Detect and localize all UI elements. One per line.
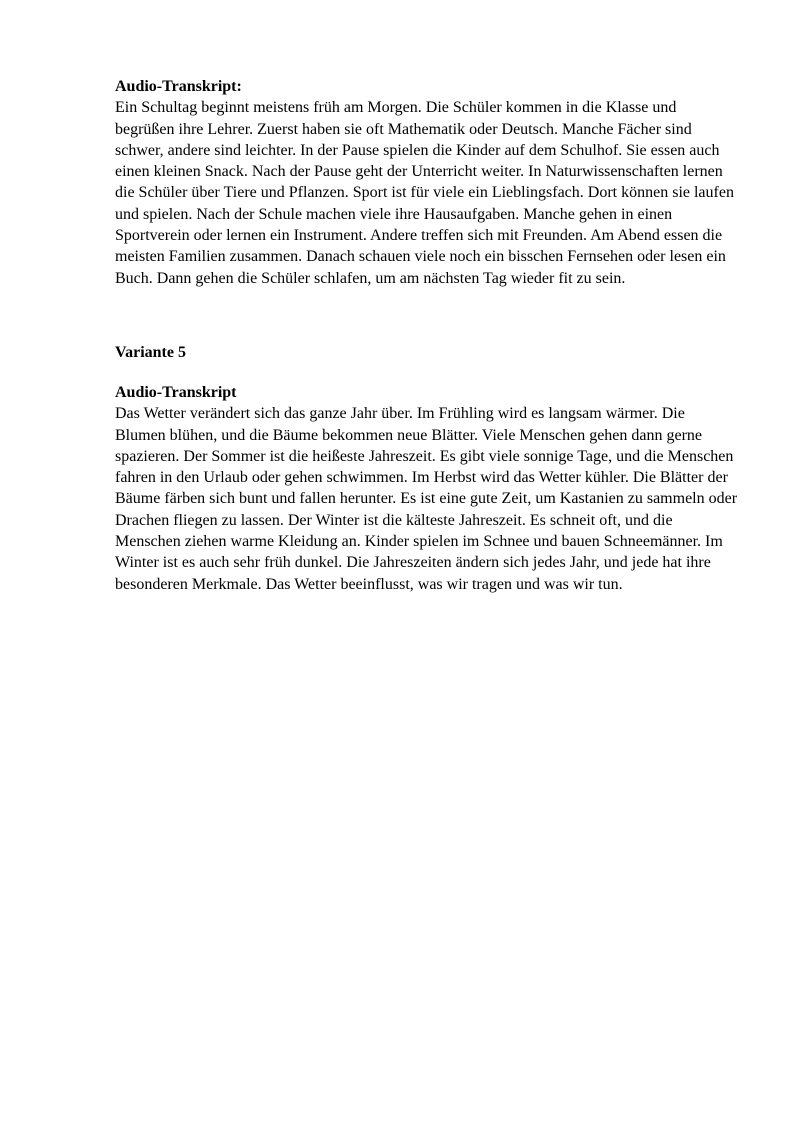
section-1-line: Buch. Dann gehen die Schüler schlafen, um am nächsten Tag wieder fit zu sein. — [115, 269, 626, 287]
section-1-line: Ein Schultag beginnt meistens früh am Morgen. Die Schüler kommen in die Klasse und — [115, 99, 677, 117]
transcript-section-2 — [115, 382, 755, 595]
section-1-heading: Audio-Transkript: — [115, 78, 242, 95]
section-2-line: Drachen fliegen zu lassen. Der Winter ist die kälteste Jahreszeit. Es schneit oft, und die — [115, 511, 673, 529]
section-2-line: besonderen Merkmale. Das Wetter beeinflusst, was wir tragen und was wir tun. — [115, 575, 623, 593]
section-1-line: einen kleinen Snack. Nach der Pause geht der Unterricht weiter. In Naturwissenschaften lernen — [115, 163, 723, 181]
section-1-line: und spielen. Nach der Schule machen viele ihre Hausaufgaben. Manche gehen in einen — [115, 205, 673, 223]
section-2-line: Das Wetter verändert sich das ganze Jahr über. Im Frühling wird es langsam wärmer. Die — [115, 405, 685, 423]
section-2-line: Winter ist es auch sehr früh dunkel. Die Jahreszeiten ändern sich jedes Jahr, und jede hat ihre — [115, 554, 711, 572]
section-1-line: die Schüler über Tiere und Pflanzen. Sport ist für viele ein Lieblingsfach. Dort können sie laufen — [115, 184, 734, 202]
section-2-heading: Audio-Transkript — [115, 384, 237, 401]
section-1-line: Sportverein oder lernen ein Instrument. Andere treffen sich mit Freunden. Am Abend essen die — [115, 227, 723, 245]
section-2-line: Bäume färben sich bunt und fallen herunter. Es ist eine gute Zeit, um Kastanien zu sammeln oder — [115, 490, 738, 508]
section-2-line: spazieren. Der Sommer ist die heißeste Jahreszeit. Es gibt viele sonnige Tage, und die Menschen — [115, 447, 734, 465]
section-2-line: fahren in den Urlaub oder gehen schwimmen. Im Herbst wird das Wetter kühler. Die Blätter der — [115, 469, 728, 487]
variant-block — [115, 342, 755, 363]
transcript-section-1 — [115, 76, 755, 289]
section-1-line: schwer, andere sind leichter. In der Pause spielen die Kinder auf dem Schulhof. Sie essen auch — [115, 141, 720, 159]
section-2-line: Blumen blühen, und die Bäume bekommen neue Blätter. Viele Menschen gehen dann gerne — [115, 426, 703, 444]
section-2-paragraph — [115, 403, 755, 595]
section-1-line: meisten Familien zusammen. Danach schauen viele noch ein bisschen Fernsehen oder lesen ein — [115, 248, 726, 266]
section-1-line: begrüßen ihre Lehrer. Zuerst haben sie oft Mathematik oder Deutsch. Manche Fächer sind — [115, 120, 692, 138]
section-2-line: Menschen ziehen warme Kleidung an. Kinder spielen im Schnee und bauen Schneemänner. Im — [115, 533, 723, 551]
section-1-paragraph — [115, 97, 755, 289]
variant-title: Variante 5 — [115, 344, 186, 361]
